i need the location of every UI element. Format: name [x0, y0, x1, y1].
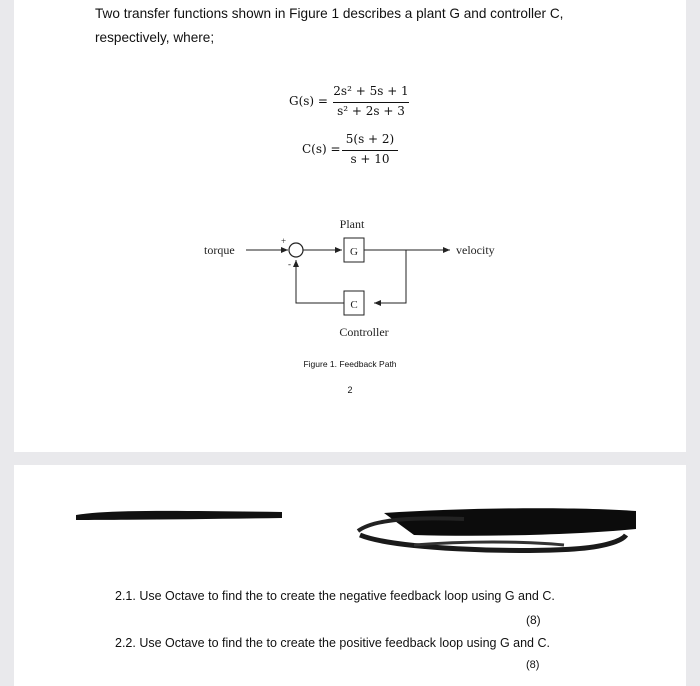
- intro-paragraph: Two transfer functions shown in Figure 1 describes a plant G and controller C, respectively, where;: [95, 6, 564, 45]
- minus-sign: -: [288, 259, 291, 269]
- g-transfer-function: [289, 84, 429, 124]
- g-numerator: 2s² + 5s + 1: [333, 84, 409, 98]
- page-2: [14, 465, 686, 686]
- g-denominator: s² + 2s + 3: [337, 104, 405, 118]
- feedback-path-out: [374, 250, 406, 303]
- feedback-block-diagram: [204, 210, 514, 350]
- redaction-scribble-left: [72, 505, 286, 523]
- input-label: torque: [204, 243, 235, 257]
- page-number: 2: [347, 385, 353, 395]
- question-2-1-marks: (8): [526, 613, 541, 627]
- g-lhs: G(s) =: [289, 94, 328, 108]
- figure-caption: Figure 1. Feedback Path: [303, 359, 397, 369]
- c-fraction-bar: [342, 150, 398, 151]
- question-2-2: 2.2. Use Octave to find the to create the positive feedback loop using G and C.: [115, 636, 550, 650]
- redaction-scribble-right: [354, 505, 639, 557]
- c-numerator: 5(s + 2): [345, 132, 395, 146]
- c-denominator: s + 10: [350, 152, 390, 166]
- question-2-2-marks: (8): [526, 659, 540, 671]
- controller-block-label: C: [350, 299, 358, 311]
- page-1: [14, 0, 686, 452]
- plant-label: Plant: [339, 217, 365, 231]
- output-label: velocity: [456, 243, 495, 257]
- g-fraction-bar: [333, 102, 409, 103]
- summing-junction: [289, 243, 303, 257]
- plus-sign: +: [281, 236, 287, 246]
- c-transfer-function: [302, 132, 422, 172]
- feedback-path-return: [296, 260, 344, 303]
- plant-block-label: G: [350, 246, 358, 258]
- question-2-1: 2.1. Use Octave to find the to create the negative feedback loop using G and C.: [115, 589, 555, 603]
- controller-label: Controller: [339, 325, 389, 339]
- c-lhs: C(s) =: [302, 142, 341, 156]
